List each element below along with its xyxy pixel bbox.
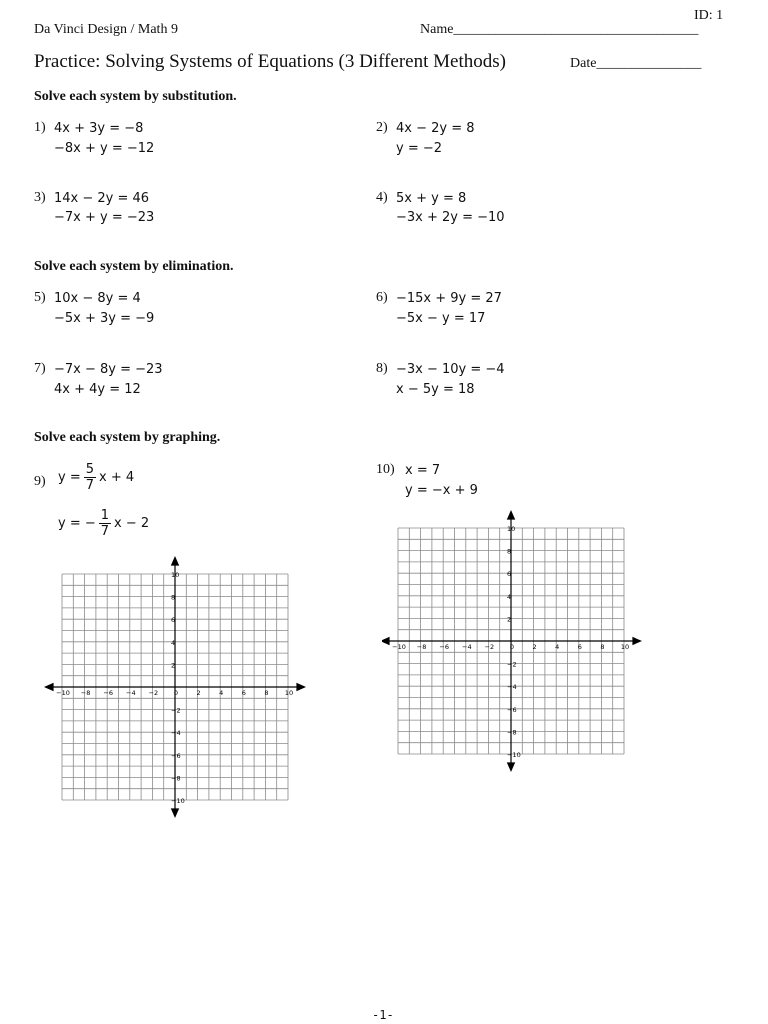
axis-arrow xyxy=(171,556,179,566)
page-number: -1- xyxy=(372,1008,394,1022)
y-tick-label: 8 xyxy=(507,547,512,556)
x-tick-label: −6 xyxy=(439,643,449,651)
section-heading-substitution: Solve each system by substitution. xyxy=(34,89,237,104)
date-field: Date_______________ xyxy=(570,56,702,71)
problem-equation: 4x − 2y = 8 xyxy=(396,121,475,136)
problem-equation: −15x + 9y = 27 xyxy=(396,291,502,306)
fraction-numerator: 5 xyxy=(85,462,94,477)
x-tick-label: 4 xyxy=(555,643,560,651)
problem-number: 3) xyxy=(34,190,46,205)
x-tick-label: 8 xyxy=(264,689,269,697)
section-heading-graphing: Solve each system by graphing. xyxy=(34,430,221,445)
problem-number: 8) xyxy=(376,361,388,376)
problem-equation: 5x + y = 8 xyxy=(396,191,467,206)
y-tick-label: −10 xyxy=(171,797,185,805)
y-tick-label: −6 xyxy=(171,751,181,760)
y-tick-label: −4 xyxy=(507,683,517,692)
y-tick-label: −8 xyxy=(507,728,517,737)
y-tick-label: 4 xyxy=(507,592,512,601)
page-title: Practice: Solving Systems of Equations (3 Different Methods) xyxy=(34,51,506,72)
problem-equation: −3x + 2y = −10 xyxy=(396,210,505,225)
y-tick-label: 10 xyxy=(507,525,516,533)
problem-equation: −3x − 10y = −4 xyxy=(396,362,505,377)
fraction-denominator: 7 xyxy=(85,478,94,493)
problem-equation: −5x − y = 17 xyxy=(396,311,486,326)
x-tick-label: 8 xyxy=(600,643,605,651)
y-tick-label: −4 xyxy=(171,729,181,738)
x-tick-label: 10 xyxy=(620,643,630,651)
y-tick-label: −10 xyxy=(507,751,521,759)
name-field: Name___________________________________ xyxy=(420,22,699,37)
problem-equation xyxy=(56,462,136,493)
x-tick-label: −6 xyxy=(103,689,113,697)
axis-arrow xyxy=(44,683,54,691)
equation-lhs: y = − xyxy=(58,516,96,531)
course-label: Da Vinci Design / Math 9 xyxy=(34,22,178,37)
problem-equation: 4x + 4y = 12 xyxy=(54,382,141,397)
axis-arrow xyxy=(507,762,515,772)
y-tick-label: 2 xyxy=(171,661,176,670)
x-tick-label: −4 xyxy=(126,689,136,697)
x-tick-label: −2 xyxy=(148,689,159,697)
x-tick-label: 0 xyxy=(509,643,515,651)
x-tick-label: −10 xyxy=(392,643,406,651)
problem-equation: x = 7 xyxy=(405,463,441,478)
problem-equation: 10x − 8y = 4 xyxy=(54,291,141,306)
fraction-denominator: 7 xyxy=(100,524,110,539)
y-tick-label: −8 xyxy=(171,774,181,783)
y-tick-label: −2 xyxy=(171,706,181,715)
y-tick-label: 2 xyxy=(507,615,512,624)
x-tick-label: 4 xyxy=(219,689,224,697)
fraction xyxy=(99,508,111,539)
y-tick-label: 6 xyxy=(507,570,512,579)
problem-equation: 14x − 2y = 46 xyxy=(54,191,150,206)
axis-arrow xyxy=(382,637,390,645)
x-tick-label: 0 xyxy=(173,689,179,697)
x-tick-label: 2 xyxy=(196,689,201,697)
equation-rest: x − 2 xyxy=(114,516,150,531)
x-tick-label: −4 xyxy=(462,643,472,651)
problem-number: 1) xyxy=(34,120,46,135)
y-tick-label: −2 xyxy=(507,660,517,669)
axis-arrow xyxy=(507,510,515,520)
problem-number: 4) xyxy=(376,190,388,205)
y-tick-label: 6 xyxy=(171,616,176,625)
y-tick-label: −6 xyxy=(507,705,517,714)
problem-equation: y = −2 xyxy=(396,141,443,156)
problem-number: 10) xyxy=(376,462,395,477)
section-heading-elimination: Solve each system by elimination. xyxy=(34,259,234,274)
x-tick-label: −8 xyxy=(416,643,427,651)
y-tick-label: 8 xyxy=(171,593,176,602)
equation-lhs: y = xyxy=(58,470,81,485)
problem-equation: −8x + y = −12 xyxy=(54,141,155,156)
problem-number: 6) xyxy=(376,290,388,305)
x-tick-label: 6 xyxy=(577,643,582,651)
fraction xyxy=(84,462,96,493)
coordinate-grid-10 xyxy=(382,505,652,775)
problem-equation: 4x + 3y = −8 xyxy=(54,121,144,136)
x-tick-label: −10 xyxy=(56,689,70,697)
problem-equation xyxy=(56,508,151,539)
worksheet-id: ID: 1 xyxy=(694,8,724,23)
problem-equation: y = −x + 9 xyxy=(405,483,478,498)
coordinate-grid-9 xyxy=(40,552,310,822)
y-tick-label: 10 xyxy=(171,571,180,579)
problem-equation: −7x − 8y = −23 xyxy=(54,362,163,377)
problem-equation: −5x + 3y = −9 xyxy=(54,311,155,326)
x-tick-label: 10 xyxy=(284,689,294,697)
problem-number: 5) xyxy=(34,290,46,305)
y-tick-label: 4 xyxy=(171,638,176,647)
equation-rest: x + 4 xyxy=(99,470,135,485)
fraction-numerator: 1 xyxy=(100,508,110,523)
problem-number: 2) xyxy=(376,120,388,135)
x-tick-label: −8 xyxy=(80,689,91,697)
x-tick-label: −2 xyxy=(484,643,495,651)
axis-arrow xyxy=(632,637,642,645)
problem-number: 9) xyxy=(34,474,46,489)
problem-equation: −7x + y = −23 xyxy=(54,210,155,225)
axis-arrow xyxy=(171,808,179,818)
x-tick-label: 2 xyxy=(532,643,537,651)
problem-number: 7) xyxy=(34,361,46,376)
x-tick-label: 6 xyxy=(241,689,246,697)
problem-equation: x − 5y = 18 xyxy=(396,382,475,397)
axis-arrow xyxy=(296,683,306,691)
